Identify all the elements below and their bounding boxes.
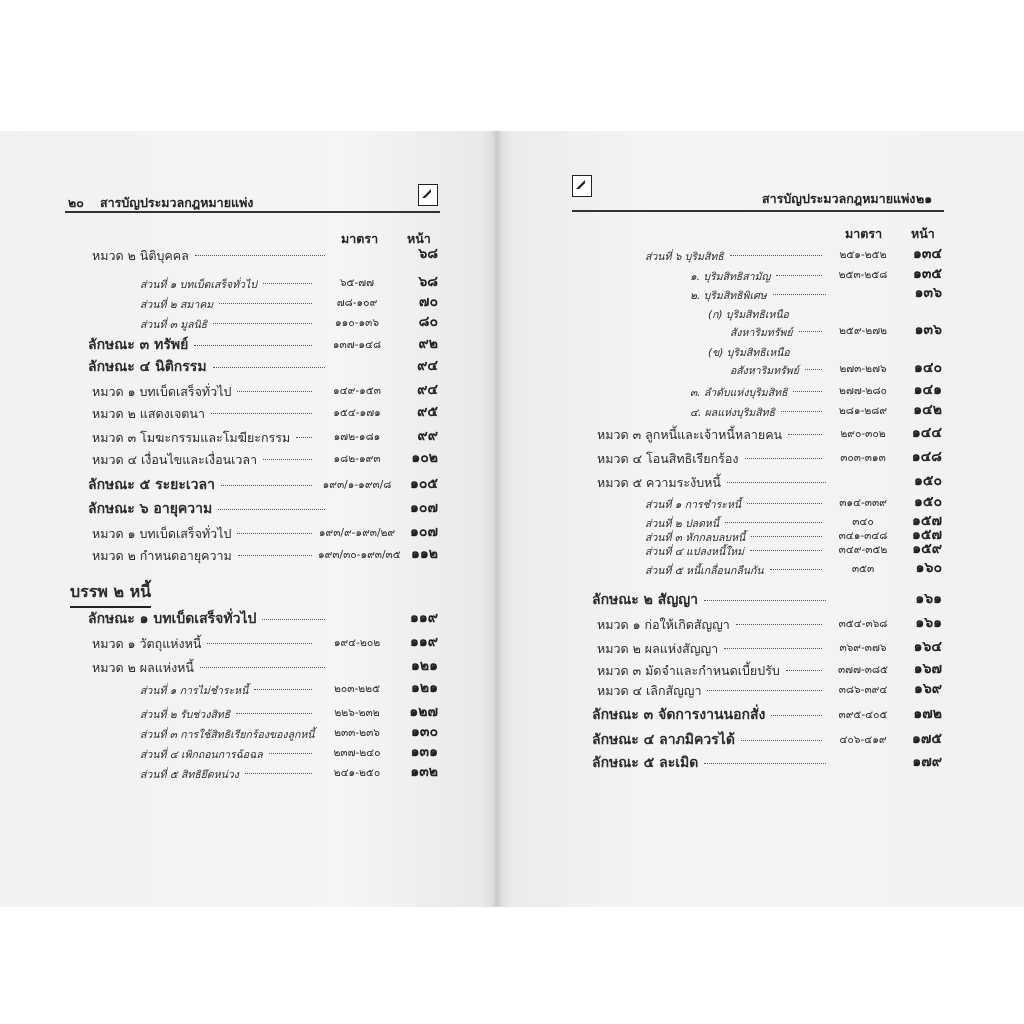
toc-entry-title: ส่วนที่ ๑ การชำระหนี้ xyxy=(645,498,742,511)
toc-entry-page: ๙๙ xyxy=(417,428,438,444)
toc-entry-page: ๑๕๗ xyxy=(911,513,942,529)
toc-entry-page: ๑๔๐ xyxy=(913,360,942,376)
right-col-section-header: มาตรา xyxy=(845,226,883,241)
toc-entry-title: ลักษณะ ๕ ละเมิด xyxy=(592,755,699,771)
toc-entry-sections: ๒๗๗-๒๘๐ xyxy=(839,385,887,397)
toc-entry-sections: ๑๘๒-๑๙๓ xyxy=(333,453,381,465)
toc-entry-title: บรรพ ๒ หนี้ xyxy=(70,580,151,608)
dot-leader xyxy=(751,536,822,537)
toc-entry-page: ๑๐๗ xyxy=(410,500,438,516)
toc-entry-title: หมวด ๓ มัดจำและกำหนดเบี้ยปรับ xyxy=(597,662,780,678)
toc-entry-sections: ๔๐๖-๔๑๙ xyxy=(839,734,887,746)
dot-leader xyxy=(269,753,312,754)
dot-leader xyxy=(786,670,822,671)
toc-entry-title: ลักษณะ ๔ ลาภมิควรได้ xyxy=(592,732,735,748)
dot-leader xyxy=(725,522,822,523)
dot-leader xyxy=(194,345,312,346)
toc-entry-title: ส่วนที่ ๖ บุริมสิทธิ xyxy=(645,250,724,263)
toc-entry-title: ส่วนที่ ๓ หักกลบลบหนี้ xyxy=(645,531,746,544)
toc-entry-title: ๒. บุริมสิทธิพิเศษ xyxy=(690,289,767,302)
toc-entry-title: ลักษณะ ๑ บทเบ็ดเสร็จทั่วไป xyxy=(88,611,257,627)
dot-leader xyxy=(221,485,312,486)
toc-entry-page: ๑๓๕ xyxy=(912,266,942,282)
dot-leader xyxy=(788,434,822,435)
toc-entry-sections: ๒๓๓-๒๓๖ xyxy=(334,727,380,739)
toc-entry-title: ส่วนที่ ๑ บทเบ็ดเสร็จทั่วไป xyxy=(140,278,257,291)
toc-entry-title: อสังหาริมทรัพย์ xyxy=(730,364,799,377)
toc-entry-sections: ๒๔๑-๒๕๐ xyxy=(333,767,381,779)
publisher-logo-icon xyxy=(572,175,592,197)
toc-entry-sections: ๓๑๔-๓๓๙ xyxy=(839,497,887,509)
toc-entry-page: ๑๔๔ xyxy=(911,425,942,441)
toc-entry-title: ลักษณะ ๕ ระยะเวลา xyxy=(88,477,215,493)
left-col-page-header: หน้า xyxy=(407,231,431,246)
toc-entry-page: ๑๖๙ xyxy=(913,681,942,697)
right-header-title: สารบัญประมวลกฎหมายแพ่ง xyxy=(762,191,916,206)
toc-entry-title: ๔. ผลแห่งบุริมสิทธิ xyxy=(690,406,775,419)
toc-entry-page: ๑๕๗ xyxy=(911,527,942,543)
dot-leader xyxy=(238,555,312,556)
toc-entry-title: หมวด ๒ ผลแห่งสัญญา xyxy=(597,640,719,656)
toc-entry-sections: ๓๔๐ xyxy=(852,516,874,528)
right-page xyxy=(497,131,1024,907)
dot-leader xyxy=(773,294,826,295)
toc-entry-title: หมวด ๒ นิติบุคคล xyxy=(92,247,189,263)
toc-entry-page: ๑๐๒ xyxy=(411,450,438,466)
toc-entry-sections: ๓๔๙-๓๕๒ xyxy=(838,544,888,556)
toc-entry-sections: ๓๙๕-๔๐๕ xyxy=(838,709,888,721)
toc-entry-page: ๑๕๐ xyxy=(913,473,942,489)
toc-entry-page: ๑๕๙ xyxy=(912,541,942,557)
toc-entry-page: ๙๒ xyxy=(418,336,438,352)
dot-leader xyxy=(296,437,312,438)
toc-entry-title: หมวด ๑ ก่อให้เกิดสัญญา xyxy=(597,616,730,632)
dot-leader xyxy=(237,533,312,534)
toc-entry-sections: ๓๕๓ xyxy=(851,563,875,575)
toc-entry-title: หมวด ๔ โอนสิทธิเรียกร้อง xyxy=(597,450,739,466)
dot-leader xyxy=(704,763,826,764)
dot-leader xyxy=(245,773,312,774)
toc-entry-title: (ก) บุริมสิทธิเหนือ xyxy=(708,308,789,321)
toc-entry-page: ๑๑๙ xyxy=(409,610,438,626)
dot-leader xyxy=(776,275,822,276)
toc-entry-title: ส่วนที่ ๒ สมาคม xyxy=(140,298,214,311)
toc-entry-sections: ๓๐๓-๓๑๓ xyxy=(840,452,886,464)
toc-entry-page: ๑๐๗ xyxy=(410,524,438,540)
toc-entry-sections: ๒๓๗-๒๔๐ xyxy=(333,747,381,759)
toc-entry-title: ส่วนที่ ๓ มูลนิธิ xyxy=(140,318,208,331)
toc-entry-page: ๙๔ xyxy=(417,358,438,374)
dot-leader xyxy=(237,391,312,392)
toc-entry-page: ๙๕ xyxy=(417,404,438,420)
toc-entry-sections: ๒๙๐-๓๐๒ xyxy=(840,428,886,440)
dot-leader xyxy=(262,619,325,620)
toc-entry-page: ๑๕๐ xyxy=(913,494,942,510)
right-header-rule xyxy=(572,210,944,212)
toc-entry-page: ๑๒๗ xyxy=(409,704,438,720)
toc-entry-sections: ๗๘-๑๐๙ xyxy=(336,297,378,309)
toc-entry-sections: ๑๙๔-๒๐๒ xyxy=(333,637,381,649)
dot-leader xyxy=(213,323,312,324)
toc-entry-page: ๑๔๘ xyxy=(911,449,942,465)
toc-entry-page: ๑๔๒ xyxy=(913,402,942,418)
dot-leader xyxy=(213,367,325,368)
toc-entry-page: ๑๓๔ xyxy=(912,246,942,262)
toc-entry-title: ลักษณะ ๓ จัดการงานนอกสั่ง xyxy=(592,707,766,723)
toc-entry-page: ๑๓๒ xyxy=(410,764,438,780)
toc-entry-sections: ๓๗๗-๓๘๕ xyxy=(838,664,888,676)
toc-entry-page: ๑๗๙ xyxy=(912,754,942,770)
dot-leader xyxy=(750,550,822,551)
toc-entry-title: หมวด ๒ ผลแห่งหนี้ xyxy=(92,659,194,675)
toc-entry-sections: ๖๕-๗๗ xyxy=(339,277,375,289)
toc-entry-page: ๑๗๕ xyxy=(911,731,942,747)
toc-entry-title: หมวด ๑ บทเบ็ดเสร็จทั่วไป xyxy=(92,525,232,541)
toc-entry-sections: ๒๐๓-๒๒๕ xyxy=(333,683,381,695)
dot-leader xyxy=(781,411,822,412)
toc-entry-page: ๑๗๒ xyxy=(913,706,942,722)
dot-leader xyxy=(200,667,325,668)
toc-entry-title: ลักษณะ ๔ นิติกรรม xyxy=(88,359,207,375)
dot-leader xyxy=(207,643,312,644)
toc-entry-title: หมวด ๔ เลิกสัญญา xyxy=(597,682,702,698)
dot-leader xyxy=(211,413,312,414)
toc-entry-title: ลักษณะ ๒ สัญญา xyxy=(592,592,699,608)
toc-entry-page: ๑๖๗ xyxy=(913,661,942,677)
publisher-logo-icon xyxy=(418,184,438,206)
dot-leader xyxy=(745,458,822,459)
dot-leader xyxy=(741,740,822,741)
book-gutter xyxy=(492,131,502,907)
dot-leader xyxy=(730,255,822,256)
dot-leader xyxy=(263,283,312,284)
right-col-page-header: หน้า xyxy=(911,226,935,241)
toc-entry-title: ส่วนที่ ๔ แปลงหนี้ใหม่ xyxy=(645,545,745,558)
toc-entry-sections: ๑๗๒-๑๘๑ xyxy=(333,431,381,443)
toc-entry-sections: ๑๑๐-๑๓๖ xyxy=(334,317,380,329)
toc-entry-page: ๑๑๒ xyxy=(410,546,438,562)
dot-leader xyxy=(793,391,822,392)
toc-entry-sections: ๒๕๑-๒๕๒ xyxy=(839,249,887,261)
toc-entry-sections: ๒๒๖-๒๓๒ xyxy=(334,707,380,719)
toc-entry-page: ๖๘ xyxy=(418,274,438,290)
dot-leader xyxy=(195,255,325,256)
toc-entry-page: ๑๓๖ xyxy=(914,285,942,301)
toc-entry-sections: ๒๘๑-๒๘๙ xyxy=(838,405,888,417)
left-header-rule xyxy=(65,211,440,213)
toc-entry-sections: ๑๔๙-๑๕๓ xyxy=(333,385,381,397)
toc-entry-title: หมวด ๓ ลูกหนี้และเจ้าหนี้หลายคน xyxy=(597,426,783,442)
toc-entry-title: หมวด ๑ บทเบ็ดเสร็จทั่วไป xyxy=(92,383,232,399)
toc-entry-page: ๑๒๑ xyxy=(410,658,438,674)
toc-entry-title: หมวด ๓ โมฆะกรรมและโมฆียะกรรม xyxy=(92,429,291,445)
dot-leader xyxy=(704,600,826,601)
toc-entry-sections: ๒๕๓-๒๕๘ xyxy=(838,269,888,281)
toc-entry-title: ส่วนที่ ๔ เพิกถอนการฉ้อฉล xyxy=(140,748,263,761)
toc-entry-title: หมวด ๕ ความระงับหนี้ xyxy=(597,474,721,490)
toc-entry-sections: ๑๕๔-๑๗๑ xyxy=(333,407,381,419)
toc-entry-title: ส่วนที่ ๒ ปลดหนี้ xyxy=(645,517,720,530)
dot-leader xyxy=(263,459,312,460)
dot-leader xyxy=(236,713,312,714)
toc-entry-title: ส่วนที่ ๕ หนี้เกลื่อนกลืนกัน xyxy=(645,564,764,577)
toc-entry-page: ๑๐๕ xyxy=(409,476,438,492)
toc-entry-title: ๑. บุริมสิทธิสามัญ xyxy=(690,270,771,283)
toc-entry-title: (ข) บุริมสิทธิเหนือ xyxy=(708,346,790,359)
toc-entry-title: ส่วนที่ ๓ การใช้สิทธิเรียกร้องของลูกหนี้ xyxy=(140,728,315,741)
toc-entry-page: ๑๑๙ xyxy=(409,634,438,650)
dot-leader xyxy=(254,689,312,690)
dot-leader xyxy=(736,624,822,625)
toc-entry-title: ลักษณะ ๓ ทรัพย์ xyxy=(88,337,189,353)
toc-entry-title: หมวด ๒ กำหนดอายุความ xyxy=(92,547,232,563)
dot-leader xyxy=(724,648,822,649)
toc-entry-title: ลักษณะ ๖ อายุความ xyxy=(88,501,213,517)
toc-entry-page: ๑๒๑ xyxy=(410,680,438,696)
dot-leader xyxy=(218,509,325,510)
toc-entry-sections: ๓๔๑-๓๔๘ xyxy=(838,530,888,542)
toc-entry-sections: ๑๙๓/๑-๑๙๓/๘ xyxy=(322,479,392,491)
toc-entry-page: ๑๖๑ xyxy=(915,615,942,631)
toc-entry-page: ๙๔ xyxy=(417,382,438,398)
toc-entry-sections: ๓๖๙-๓๗๖ xyxy=(839,642,887,654)
left-col-section-header: มาตรา xyxy=(341,231,379,246)
left-header-title: สารบัญประมวลกฎหมายแพ่ง xyxy=(100,195,254,210)
dot-leader xyxy=(805,369,822,370)
toc-entry-title: ส่วนที่ ๑ การไม่ชำระหนี้ xyxy=(140,684,249,697)
toc-entry-sections: ๑๙๓/๓๐-๑๙๓/๓๕ xyxy=(318,549,401,561)
right-page-number: ๒๑ xyxy=(916,191,933,206)
toc-entry-sections: ๒๕๙-๒๗๒ xyxy=(838,325,888,337)
toc-entry-title: สังหาริมทรัพย์ xyxy=(730,326,793,339)
toc-entry-page: ๑๖๐ xyxy=(915,560,942,576)
toc-entry-page: ๖๘ xyxy=(418,246,438,262)
dot-leader xyxy=(771,715,822,716)
toc-entry-page: ๘๐ xyxy=(418,314,438,330)
toc-entry-page: ๑๓๐ xyxy=(410,724,438,740)
dot-leader xyxy=(799,331,822,332)
toc-entry-title: หมวด ๔ เงื่อนไขและเงื่อนเวลา xyxy=(92,451,258,467)
dot-leader xyxy=(219,303,312,304)
toc-entry-sections: ๓๘๖-๓๙๔ xyxy=(838,684,888,696)
dot-leader xyxy=(707,690,822,691)
toc-entry-page: ๑๓๑ xyxy=(410,744,438,760)
toc-entry-sections: ๑๙๓/๙-๑๙๓/๒๙ xyxy=(318,527,396,539)
toc-entry-title: ส่วนที่ ๒ รับช่วงสิทธิ xyxy=(140,708,231,721)
dot-leader xyxy=(727,482,826,483)
toc-entry-sections: ๒๗๓-๒๗๖ xyxy=(839,363,887,375)
left-page-number: ๒๐ xyxy=(68,195,84,210)
toc-entry-page: ๑๖๑ xyxy=(915,591,942,607)
toc-entry-sections: ๑๓๗-๑๔๘ xyxy=(332,339,382,351)
dot-leader xyxy=(747,503,822,504)
toc-entry-title: ส่วนที่ ๕ สิทธิยึดหน่วง xyxy=(140,768,239,781)
dot-leader xyxy=(770,569,822,570)
toc-entry-sections: ๓๕๔-๓๖๘ xyxy=(838,618,888,630)
toc-entry-title: ๓. ลำดับแห่งบุริมสิทธิ xyxy=(690,386,788,399)
toc-entry-page: ๑๖๔ xyxy=(913,639,942,655)
toc-entry-page: ๑๓๖ xyxy=(914,322,942,338)
toc-entry-page: ๑๔๑ xyxy=(913,382,942,398)
toc-entry-title: หมวด ๒ แสดงเจตนา xyxy=(92,405,205,421)
toc-entry-title: หมวด ๑ วัตถุแห่งหนี้ xyxy=(92,635,202,651)
toc-entry-page: ๗๐ xyxy=(418,294,438,310)
